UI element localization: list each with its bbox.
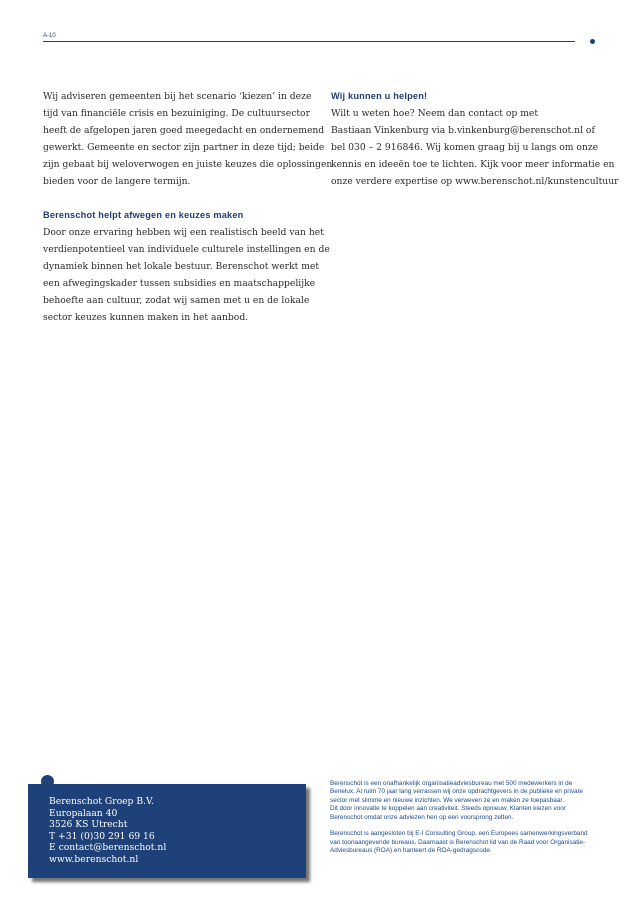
help-line: onze verdere expertise op www.berenschot.nl/kunstencultuur	[331, 176, 619, 187]
left-column	[43, 88, 333, 326]
intro-line: zijn gebaat bij weloverwogen en juiste keuzes die oplossingen	[43, 159, 333, 170]
help-line: kennis en ideeën toe te lichten. Kijk voor meer informatie en	[331, 159, 615, 170]
help-line: bel 030 – 2 916846. Wij komen graag bij u langs om onze	[331, 142, 599, 153]
phone-number: T +31 (0)30 291 69 16	[49, 830, 155, 842]
intro-line: Wij adviseren gemeenten bij het scenario ‘kiezen’ in deze	[43, 91, 312, 102]
section-heading: Berenschot helpt afwegen en keuzes maken	[43, 210, 244, 220]
intro-line: heeft de afgelopen jaren goed meegedacht en ondernemend	[43, 125, 325, 136]
help-line: Bastiaan Vinkenburg via b.vinkenburg@berenschot.nl of	[331, 125, 595, 136]
intro-line: bieden voor de langere termijn.	[43, 176, 191, 187]
section-line: een afwegingskader tussen subsidies en maatschappelijke	[43, 278, 316, 289]
section-line: dynamiek binnen het lokale bestuur. Berenschot werkt met	[43, 261, 320, 272]
about-line: Adviesbureaus (ROA) en hanteert de ROA-gedragscode.	[330, 847, 492, 855]
section-line: verdienpotentieel van individuele culturele instellingen en de	[43, 244, 330, 255]
header-dot	[590, 39, 595, 44]
about-text	[330, 780, 610, 856]
website: www.berenschot.nl	[49, 853, 139, 865]
header-rule	[43, 41, 575, 42]
section-line: behoefte aan cultuur, zodat wij samen met u en de lokale	[43, 295, 310, 306]
about-line: Dit door innovatie te koppelen aan creativiteit. Steeds opnieuw. Klanten kiezen voor	[330, 805, 566, 813]
about-line: van toonaangevende bureaus. Daarnaast is Berenschot lid van de Raad voor Organisatie-	[330, 838, 586, 846]
street-address: Europalaan 40	[49, 807, 118, 819]
postal-city: 3526 KS Utrecht	[49, 819, 128, 831]
about-line: Berenschot omdat onze adviezen hen op een voorsprong zetten.	[330, 813, 514, 821]
about-line: sector met slimme en nieuwe inzichten. We verweven ze en maken ze toepasbaar.	[330, 796, 564, 804]
about-line: Benelux. Al ruim 70 jaar lang verrassen wij onze opdrachtgevers in de publieke en private	[330, 788, 583, 796]
company-name: Berenschot Groep B.V.	[49, 796, 154, 807]
intro-line: gewerkt. Gemeente en sector zijn partner in deze tijd; beide	[43, 142, 325, 153]
help-heading: Wij kunnen u helpen!	[331, 91, 428, 101]
contact-box-dot	[41, 775, 54, 788]
help-line: Wilt u weten hoe? Neem dan contact op met	[331, 108, 539, 119]
page-number: A-10	[43, 33, 56, 39]
intro-line: tijd van financiële crisis en bezuiniging. De cultuursector	[43, 108, 310, 119]
right-column	[331, 88, 619, 190]
email-address: E contact@berenschot.nl	[49, 842, 167, 854]
about-line: Berenschot is aangesloten bij E-I Consulting Group, een Europees samenwerkingsverband	[330, 830, 588, 838]
section-line: Door onze ervaring hebben wij een realistisch beeld van het	[43, 227, 324, 238]
contact-details	[49, 796, 166, 866]
about-line: Berenschot is een onafhankelijk organisatieadviesbureau met 500 medewerkers in de	[330, 780, 573, 787]
section-line: sector keuzes kunnen maken in het aanbod.	[43, 312, 249, 323]
